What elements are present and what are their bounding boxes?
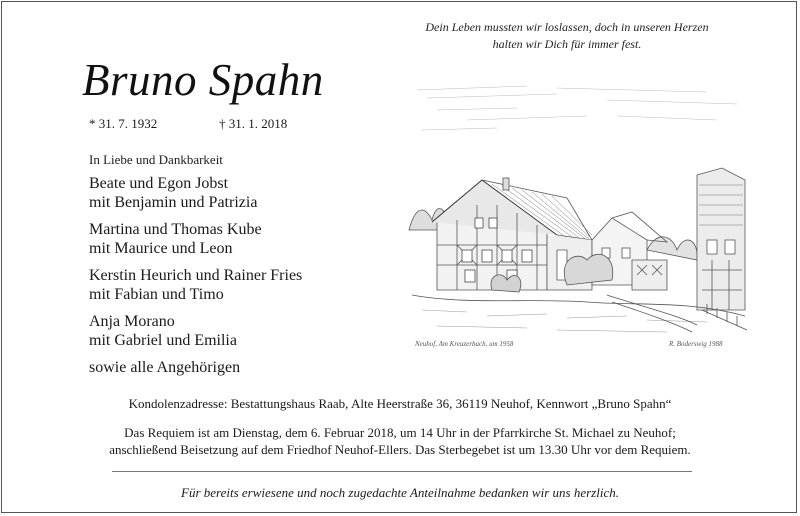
divider [112,471,692,472]
family-group [89,312,389,350]
family-children: mit Benjamin und Patrizia [89,194,258,211]
sketch-signature: R. Boderswig 1988 [669,340,723,348]
family-children: mit Fabian und Timo [89,286,224,303]
family-names: Martina und Thomas Kube [89,221,262,238]
family-group [89,266,389,304]
requiem-line: Das Requiem ist am Dienstag, dem 6. Februar 2018, um 14 Uhr in der Pfarrkirche St. Michael zu Neuhof; [124,425,676,440]
quote-line: Dein Leben mussten wir loslassen, doch in unseren Herzen [425,20,709,34]
birth-date: * 31. 7. 1932 [89,116,158,131]
memorial-quote [402,19,732,53]
mourners-closing: sowie alle Angehörigen [89,359,241,376]
family-names: Beate und Egon Jobst [89,175,229,192]
mourners-intro: In Liebe und Dankbarkeit [89,152,223,167]
requiem-line: anschließend Beisetzung auf dem Friedhof Neuhof-Ellers. Das Sterbegebet ist um 13.30 Uhr vor dem Requiem. [109,442,691,457]
sketch-caption: Neuhof, Am Kreuzerbach, um 1958 [415,340,514,348]
village-sketch [407,80,752,350]
deceased-name: Bruno Spahn [82,55,324,105]
obituary-card [1,1,797,513]
family-names: Kerstin Heurich und Rainer Fries [89,267,303,284]
family-group [89,220,389,258]
requiem-info [2,424,797,458]
quote-line: halten wir Dich für immer fest. [492,37,642,51]
family-names: Anja Morano [89,313,175,330]
family-children: mit Gabriel und Emilia [89,332,237,349]
family-children: mit Maurice und Leon [89,240,233,257]
death-date: † 31. 1. 2018 [219,116,288,131]
condolence-address: Kondolenzadresse: Bestattungshaus Raab, Alte Heerstraße 36, 36119 Neuhof, Kennwort „Bruno Spahn“ [128,396,672,411]
thanks-note: Für bereits erwiesene und noch zugedachte Anteilnahme bedanken wir uns herzlich. [181,485,619,500]
family-group [89,174,389,212]
mourners-list [89,174,389,377]
